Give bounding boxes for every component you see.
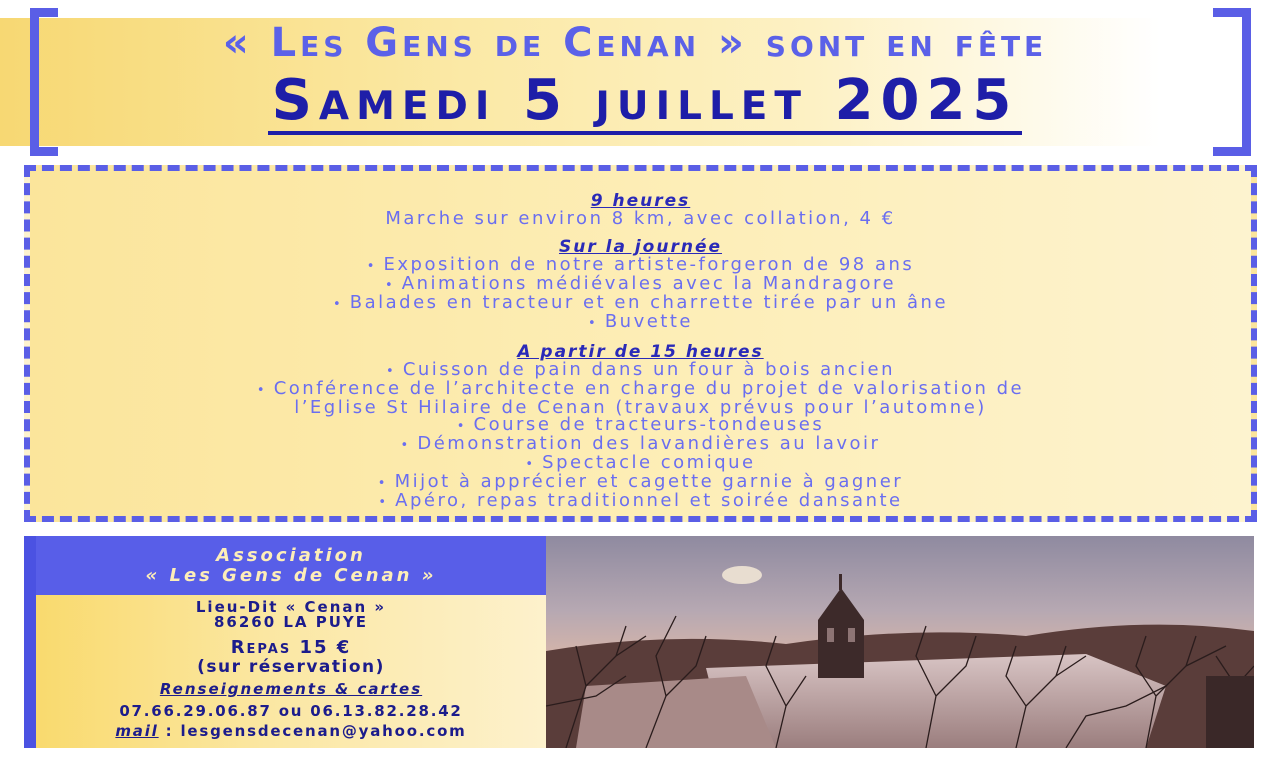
header-title: « Les Gens de Cenan » sont en fête <box>222 20 1048 66</box>
phone-numbers[interactable]: 07.66.29.06.87 ou 06.13.82.28.42 <box>119 702 463 720</box>
program-bullet: • Spectacle comique <box>30 454 1251 473</box>
program-bullet: • Cuisson de pain dans un four à bois ancien <box>30 361 1251 380</box>
program-bullet: • Animations médiévales avec la Mandragore <box>30 275 1251 294</box>
left-bracket-decoration <box>30 8 58 156</box>
association-title-line1: Association <box>216 545 366 566</box>
program-bullet: • Balades en tracteur et en charrette tirée par un âne <box>30 294 1251 313</box>
info-heading: Renseignements & cartes <box>159 680 423 698</box>
program-content <box>30 193 1251 511</box>
association-details <box>36 600 546 739</box>
program-box <box>24 165 1257 522</box>
section-title-day: Sur la journée <box>558 237 723 257</box>
reservation-note: (sur réservation) <box>197 657 385 677</box>
program-bullet: • Apéro, repas traditionnel et soirée dansante <box>30 492 1251 511</box>
event-date-text: Samedi 5 juillet 2025 <box>268 71 1023 135</box>
section-title-afternoon: A partir de 15 heures <box>517 342 764 362</box>
program-bullet-continuation: l’Eglise St Hilaire de Cenan (travaux prévus pour l’automne) <box>294 397 987 418</box>
program-bullet: • Exposition de notre artiste-forgeron de 98 ans <box>30 256 1251 275</box>
email-separator: : <box>158 722 181 740</box>
address-line: Lieu-Dit « Cenan » <box>195 598 387 616</box>
meal-price: Repas 15 € <box>230 637 352 658</box>
church-sunset-photo <box>546 536 1254 748</box>
email-line <box>36 723 546 739</box>
association-title-line2: « Les Gens de Cenan » <box>145 565 437 586</box>
address-postcode: 86260 LA PUYE <box>213 613 369 631</box>
email-address[interactable]: lesgensdecenan@yahoo.com <box>180 722 467 740</box>
event-date <box>60 68 1230 135</box>
program-bullet: • Course de tracteurs-tondeuses <box>30 416 1251 435</box>
email-label: mail <box>115 722 159 740</box>
program-line: Marche sur environ 8 km, avec collation, 4 € <box>385 208 896 229</box>
program-bullet: • Mijot à apprécier et cagette garnie à gagner <box>30 473 1251 492</box>
association-title <box>36 536 546 595</box>
section-title-morning: 9 heures <box>590 191 691 211</box>
program-bullet: • Conférence de l’architecte en charge du projet de valorisation de <box>30 380 1251 399</box>
association-box <box>24 536 546 748</box>
program-bullet: • Buvette <box>30 313 1251 332</box>
program-bullet: • Démonstration des lavandières au lavoir <box>30 435 1251 454</box>
moon-shape <box>722 566 762 584</box>
